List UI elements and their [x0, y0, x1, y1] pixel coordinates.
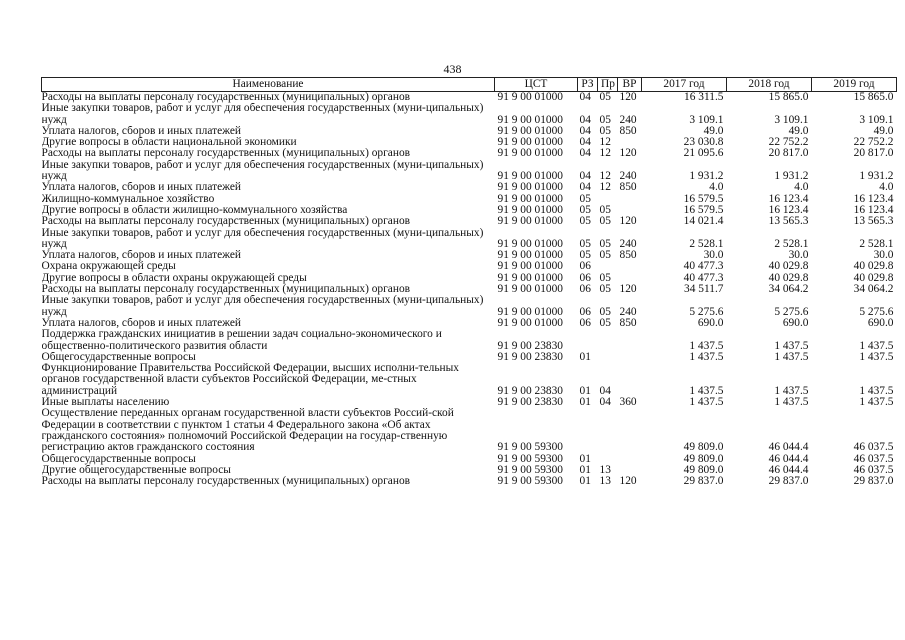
cell-y2018: 13 565.3 [768, 216, 809, 228]
cell-cst: 91 9 00 59300 [497, 453, 563, 465]
cell-rz: 01 [579, 464, 591, 476]
table-row [42, 194, 897, 205]
cell-y2017: 40 477.3 [683, 272, 724, 284]
cell-rz: 05 [579, 216, 591, 228]
cell-vr: 850 [619, 182, 637, 194]
cell-y2017: 1 437.5 [689, 339, 724, 352]
cell-y2017: 4.0 [709, 182, 724, 194]
cell-y2017: 690.0 [697, 317, 724, 329]
cell-pr: 12 [599, 170, 611, 183]
page-number: 438 [443, 62, 462, 76]
cell-y2019: 34 064.2 [853, 284, 894, 296]
cell-y2017: 1 437.5 [689, 384, 724, 397]
cell-rz: 04 [579, 170, 591, 183]
cell-y2019: 16 123.4 [853, 193, 894, 205]
cell-rz: 05 [579, 250, 591, 262]
cell-rz: 04 [579, 125, 591, 137]
cell-y2017: 49 809.0 [683, 453, 724, 465]
cell-cst: 91 9 00 59300 [497, 476, 563, 488]
cell-y2019: 1 437.5 [859, 339, 894, 352]
cell-y2019: 1 437.5 [859, 351, 894, 363]
cell-y2019: 1 931.2 [859, 170, 894, 183]
cell-cst: 91 9 00 01000 [497, 284, 563, 296]
cell-y2018: 1 437.5 [774, 384, 809, 397]
table-row [42, 205, 897, 216]
table-row [42, 216, 897, 227]
cell-cst: 91 9 00 01000 [497, 113, 563, 126]
cell-name: Общегосударственные вопросы [41, 351, 196, 363]
cell-vr [618, 329, 642, 352]
cell-y2017: 2 528.1 [689, 237, 724, 250]
cell-cst: 91 9 00 01000 [497, 250, 563, 262]
table-row [42, 329, 897, 352]
cell-vr: 120 [619, 476, 637, 488]
cell-rz: 04 [579, 148, 591, 160]
table-row [42, 352, 897, 363]
table-row [42, 397, 897, 408]
header-cst: ЦСТ [495, 78, 578, 92]
cell-cst: 91 9 00 23830 [497, 384, 563, 397]
cell-rz: 04 [579, 182, 591, 194]
header-pr: Пр [598, 78, 618, 92]
cell-cst: 91 9 00 01000 [497, 204, 563, 216]
cell-y2017: 40 477.3 [683, 261, 724, 273]
cell-pr: 05 [599, 272, 611, 284]
cell-rz: 06 [579, 317, 591, 329]
cell-y2017: 49 809.0 [683, 464, 724, 476]
cell-name: Функционирование Правительства Российской Федерации, высших исполни-тельных органов государственной власти субъектов Российской Федерации, ме-стных администраций [41, 363, 459, 397]
cell-y2018: 3 109.1 [774, 113, 809, 126]
cell-rz [578, 329, 598, 352]
cell-name: Расходы на выплаты персоналу государственных (муниципальных) органов [41, 148, 411, 160]
cell-name: Поддержка гражданских инициатив в решении задач социально-экономического и общественно-политического развития области [41, 329, 442, 352]
cell-pr [598, 329, 618, 352]
cell-y2017: 49 809.0 [683, 441, 724, 454]
table-row [42, 295, 897, 318]
table-row [42, 454, 897, 465]
cell-y2018: 20 817.0 [768, 148, 809, 160]
cell-cst: 91 9 00 01000 [497, 261, 563, 273]
cell-name: Другие вопросы в области национальной экономики [41, 137, 297, 149]
cell-y2019: 46 037.5 [853, 453, 894, 465]
header-2017: 2017 год [642, 78, 727, 92]
cell-name: Общегосударственные вопросы [41, 453, 196, 465]
cell-y2018: 16 123.4 [768, 193, 809, 205]
cell-vr: 240 [619, 170, 637, 183]
cell-y2017: 14 021.4 [683, 216, 724, 228]
cell-y2018: 22 752.2 [768, 137, 809, 149]
cell-y2019: 29 837.0 [853, 476, 894, 488]
table-row [42, 250, 897, 261]
cell-rz: 01 [579, 384, 591, 397]
cell-pr: 05 [599, 216, 611, 228]
cell-y2018: 1 437.5 [774, 351, 809, 363]
header-rz: РЗ [578, 78, 598, 92]
table-header-row [42, 78, 897, 92]
cell-cst: 91 9 00 01000 [497, 237, 563, 250]
cell-y2019: 5 275.6 [859, 305, 894, 318]
cell-vr: 120 [619, 284, 637, 296]
cell-vr: 120 [619, 216, 637, 228]
cell-cst: 91 9 00 23830 [497, 351, 563, 363]
cell-y2018: 40 029.8 [768, 261, 809, 273]
cell-pr: 05 [599, 305, 611, 318]
cell-rz: 01 [579, 476, 591, 488]
cell-pr: 12 [599, 182, 611, 194]
cell-y2019: 40 029.8 [853, 272, 894, 284]
cell-y2019: 2 528.1 [859, 237, 894, 250]
cell-pr: 04 [599, 397, 611, 409]
cell-pr: 13 [599, 464, 611, 476]
cell-pr [598, 454, 618, 465]
cell-y2019: 30.0 [873, 250, 894, 262]
cell-name: Иные закупки товаров, работ и услуг для обеспечения государственных (муни-ципальных) нужд [41, 295, 484, 318]
cell-y2017: 16 311.5 [684, 91, 724, 103]
cell-vr [618, 465, 642, 476]
cell-vr [618, 194, 642, 205]
cell-pr: 05 [599, 91, 611, 103]
cell-y2019: 40 029.8 [853, 261, 894, 273]
cell-y2017: 23 030.8 [683, 137, 724, 149]
cell-rz: 04 [579, 113, 591, 126]
cell-name: Уплата налогов, сборов и иных платежей [41, 317, 241, 329]
cell-cst: 91 9 00 01000 [497, 305, 563, 318]
cell-cst: 91 9 00 59300 [497, 441, 563, 454]
cell-pr [598, 194, 618, 205]
cell-y2019: 3 109.1 [859, 113, 894, 126]
cell-y2018: 30.0 [788, 250, 809, 262]
cell-name: Другие общегосударственные вопросы [41, 464, 231, 476]
cell-y2019: 16 123.4 [853, 204, 894, 216]
header-vr: ВР [618, 78, 642, 92]
cell-name: Охрана окружающей среды [41, 261, 176, 273]
cell-vr [618, 137, 642, 148]
cell-y2017: 21 095.6 [683, 148, 724, 160]
cell-cst: 91 9 00 59300 [497, 464, 563, 476]
cell-rz: 06 [579, 305, 591, 318]
cell-y2018: 15 865.0 [768, 91, 809, 103]
cell-y2018: 49.0 [788, 125, 809, 137]
cell-y2018: 29 837.0 [768, 476, 809, 488]
cell-y2018: 1 437.5 [774, 339, 809, 352]
cell-pr: 04 [599, 384, 611, 397]
cell-pr: 05 [599, 284, 611, 296]
cell-cst: 91 9 00 01000 [497, 148, 563, 160]
cell-pr: 05 [599, 317, 611, 329]
cell-name: Иные закупки товаров, работ и услуг для обеспечения государственных (муни-ципальных) нужд [41, 227, 484, 250]
cell-pr: 12 [599, 148, 611, 160]
table-row [42, 261, 897, 272]
cell-pr [598, 261, 618, 272]
cell-y2017: 1 437.5 [689, 351, 724, 363]
cell-y2019: 1 437.5 [859, 397, 894, 409]
cell-name: Уплата налогов, сборов и иных платежей [41, 182, 241, 194]
cell-y2019: 690.0 [867, 317, 894, 329]
cell-cst: 91 9 00 01000 [497, 137, 563, 149]
table-row [42, 126, 897, 137]
table-row [42, 103, 897, 126]
cell-vr: 360 [619, 397, 637, 409]
header-name: Наименование [42, 78, 495, 92]
cell-rz: 04 [579, 91, 591, 103]
cell-vr [618, 352, 642, 363]
cell-cst: 91 9 00 01000 [497, 193, 563, 205]
cell-y2018: 16 123.4 [768, 204, 809, 216]
cell-y2018: 46 044.4 [768, 464, 809, 476]
cell-rz: 05 [579, 237, 591, 250]
cell-y2018: 40 029.8 [768, 272, 809, 284]
cell-rz: 01 [579, 351, 591, 363]
table-row [42, 284, 897, 295]
cell-cst: 91 9 00 01000 [497, 182, 563, 194]
table-row [42, 273, 897, 284]
cell-y2018: 4.0 [794, 182, 809, 194]
cell-y2019: 46 037.5 [853, 464, 894, 476]
cell-name: Расходы на выплаты персоналу государственных (муниципальных) органов [41, 91, 411, 103]
cell-name: Жилищно-коммунальное хозяйство [41, 193, 215, 205]
cell-y2018: 690.0 [782, 317, 809, 329]
cell-vr [618, 454, 642, 465]
table-row [42, 137, 897, 148]
cell-name: Расходы на выплаты персоналу государственных (муниципальных) органов [41, 476, 411, 488]
cell-pr: 13 [599, 476, 611, 488]
cell-cst: 91 9 00 01000 [497, 272, 563, 284]
cell-rz [578, 408, 598, 453]
cell-y2019: 20 817.0 [853, 148, 894, 160]
table-row [42, 182, 897, 193]
cell-name: Иные выплаты населению [41, 397, 170, 409]
cell-cst: 91 9 00 01000 [497, 317, 563, 329]
table-row [42, 318, 897, 329]
cell-y2018: 34 064.2 [768, 284, 809, 296]
cell-cst: 91 9 00 01000 [497, 216, 563, 228]
cell-pr: 05 [599, 113, 611, 126]
cell-cst: 91 9 00 01000 [497, 170, 563, 183]
cell-vr: 850 [619, 317, 637, 329]
cell-vr: 120 [619, 91, 637, 103]
cell-y2017: 30.0 [703, 250, 724, 262]
cell-y2019: 49.0 [873, 125, 894, 137]
header-2019: 2019 год [812, 78, 897, 92]
cell-y2019: 1 437.5 [859, 384, 894, 397]
table-row [42, 148, 897, 159]
cell-vr [618, 408, 642, 453]
table-row [42, 408, 897, 453]
table-row [42, 465, 897, 476]
cell-y2017: 16 579.5 [683, 204, 724, 216]
cell-y2017: 49.0 [703, 125, 724, 137]
cell-y2018: 5 275.6 [774, 305, 809, 318]
cell-rz: 06 [579, 272, 591, 284]
cell-pr: 12 [599, 137, 611, 149]
cell-vr [618, 261, 642, 272]
cell-y2017: 3 109.1 [689, 113, 724, 126]
cell-vr: 240 [619, 113, 637, 126]
cell-cst: 91 9 00 01000 [497, 91, 563, 103]
cell-rz: 06 [579, 261, 591, 273]
cell-y2019: 22 752.2 [853, 137, 894, 149]
cell-pr: 05 [599, 237, 611, 250]
cell-vr: 850 [619, 250, 637, 262]
cell-name: Расходы на выплаты персоналу государственных (муниципальных) органов [41, 284, 411, 296]
cell-name: Уплата налогов, сборов и иных платежей [41, 250, 241, 262]
cell-y2017: 1 437.5 [689, 397, 724, 409]
cell-rz: 04 [579, 137, 591, 149]
cell-vr: 240 [619, 237, 637, 250]
cell-pr: 05 [599, 250, 611, 262]
cell-name: Другие вопросы в области жилищно-коммунального хозяйства [41, 204, 348, 216]
cell-name: Иные закупки товаров, работ и услуг для обеспечения государственных (муни-ципальных) нужд [41, 103, 484, 126]
cell-y2019: 13 565.3 [853, 216, 894, 228]
cell-y2018: 2 528.1 [774, 237, 809, 250]
cell-pr [598, 408, 618, 453]
table-row [42, 92, 897, 104]
cell-name: Другие вопросы в области охраны окружающей среды [41, 272, 307, 284]
cell-rz: 01 [579, 453, 591, 465]
cell-vr [618, 205, 642, 216]
cell-y2017: 29 837.0 [683, 476, 724, 488]
cell-name: Уплата налогов, сборов и иных платежей [41, 125, 241, 137]
header-2018: 2018 год [727, 78, 812, 92]
cell-name: Осуществление переданных органам государственной власти субъектов Россий-ской Федерации в соответствии с пунктом 1 статьи 4 Федерального закона «Об актах гражданского состояния» полномочий Российской Федерации на государ-ственную регистрацию актов гражданского состояния [41, 408, 454, 454]
cell-y2018: 46 044.4 [768, 441, 809, 454]
cell-vr [618, 363, 642, 397]
cell-vr: 240 [619, 305, 637, 318]
cell-y2019: 4.0 [879, 182, 894, 194]
cell-cst: 91 9 00 23830 [497, 339, 563, 352]
cell-y2017: 16 579.5 [683, 193, 724, 205]
cell-name: Иные закупки товаров, работ и услуг для обеспечения государственных (муни-ципальных) нужд [41, 159, 484, 183]
cell-y2019: 15 865.0 [853, 91, 894, 103]
cell-rz: 06 [579, 284, 591, 296]
cell-y2017: 5 275.6 [689, 305, 724, 318]
cell-rz: 05 [579, 204, 591, 216]
cell-vr: 850 [619, 125, 637, 137]
cell-rz: 05 [579, 193, 591, 205]
cell-pr [598, 352, 618, 363]
budget-table [41, 77, 897, 487]
table-row [42, 160, 897, 183]
cell-vr [618, 273, 642, 284]
cell-y2017: 34 511.7 [684, 284, 724, 296]
cell-y2018: 1 931.2 [774, 170, 809, 183]
cell-cst: 91 9 00 23830 [497, 397, 563, 409]
cell-name: Расходы на выплаты персоналу государственных (муниципальных) органов [41, 216, 411, 228]
cell-pr: 05 [599, 125, 611, 137]
cell-rz: 01 [579, 397, 591, 409]
table-row [42, 476, 897, 487]
cell-y2017: 1 931.2 [689, 170, 724, 183]
table-row [42, 228, 897, 251]
cell-y2019: 46 037.5 [853, 441, 894, 454]
cell-pr: 05 [599, 204, 611, 216]
cell-y2018: 46 044.4 [768, 453, 809, 465]
table-row [42, 363, 897, 397]
cell-cst: 91 9 00 01000 [497, 125, 563, 137]
cell-y2018: 1 437.5 [774, 397, 809, 409]
cell-vr: 120 [619, 148, 637, 160]
